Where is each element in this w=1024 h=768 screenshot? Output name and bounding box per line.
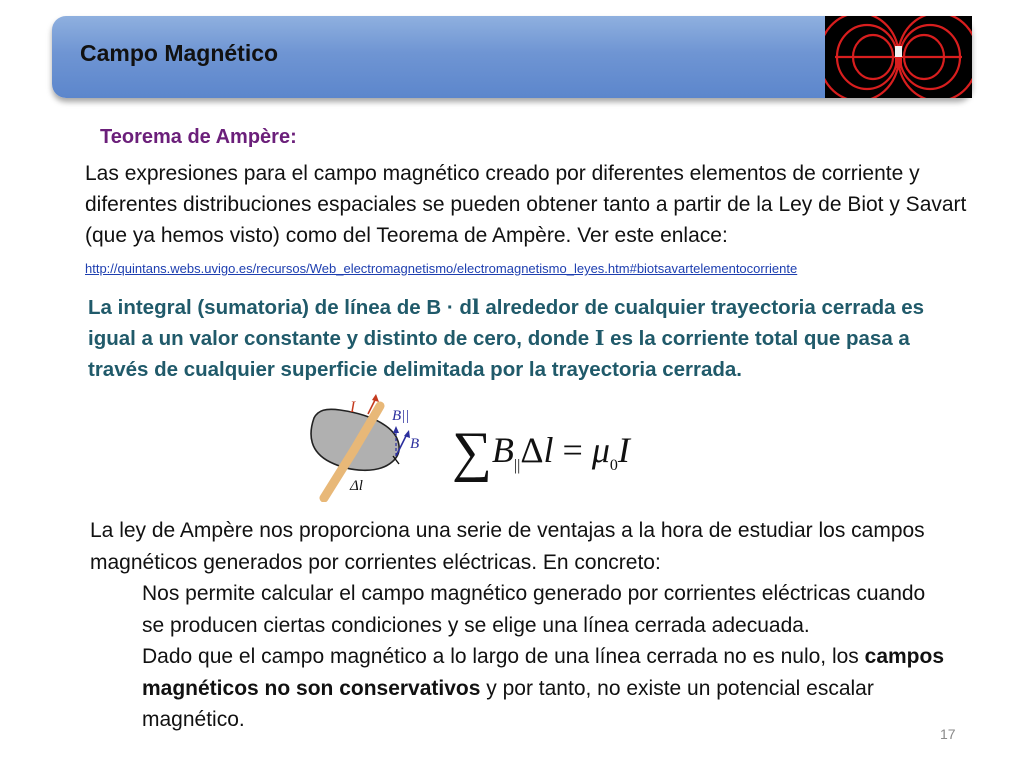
statement-symbol-i: I [594, 326, 605, 350]
label-current: I [350, 399, 356, 416]
formula-delta: Δ [520, 430, 544, 470]
formula-b-sub: || [513, 457, 521, 475]
formula-sigma: ∑ [452, 421, 492, 483]
advantage-1: Nos permite calcular el campo magnético generado por corrientes eléctricas cuando se producen ciertas condiciones y se elige una línea cerrada adecuada. [142, 582, 926, 637]
intro-text: Las expresiones para el campo magnético creado por diferentes elementos de corriente y diferentes distribuciones espaciales se pueden obtener tanto a partir de la Ley de Biot y Savart (que ya hemos visto) como del Teorema de Ampère. Ver este enlace: [85, 162, 967, 247]
formula-i: I [617, 430, 630, 470]
intro-paragraph [85, 158, 985, 284]
advantage-2 [90, 641, 950, 736]
label-b: B [410, 436, 420, 452]
statement-part1: La integral (sumatoria) de línea de B · d [88, 296, 472, 319]
statement-symbol-l: l [471, 295, 480, 319]
statement-part2: alrededor de cualquier trayectoria cerrada es igual a un valor constante y distinto de cero, donde [88, 296, 925, 350]
formula-mu-sub: 0 [609, 457, 618, 475]
formula-b: B [491, 430, 514, 470]
advantage-2-bold: campos magnéticos no son conservativos [142, 645, 945, 700]
label-dl: Δl [350, 478, 363, 494]
formula-l: l [543, 430, 554, 470]
advantage-2-end: y por tanto, no existe un potencial escalar magnético. [142, 676, 874, 731]
label-b-parallel: B|| [392, 408, 410, 424]
ampere-loop-diagram [300, 390, 440, 502]
advantage-2-start: Dado que el campo magnético a lo largo de una línea cerrada no es nulo, los [142, 645, 865, 668]
formula-equals: = [553, 430, 592, 470]
magnetic-dipole-field-lines-icon [825, 16, 972, 98]
ampere-statement [88, 292, 938, 385]
page-number: 17 [940, 726, 956, 742]
formula-mu: μ [591, 430, 610, 470]
reference-link[interactable]: http://quintans.webs.uvigo.es/recursos/Web_electromagnetismo/electromagnetismo_leyes.htm#biotsavartelementocorriente [85, 261, 798, 276]
section-subtitle: Teorema de Ampère: [100, 126, 297, 148]
ampere-formula [452, 420, 630, 483]
advantages-intro: La ley de Ampère nos proporciona una serie de ventajas a la hora de estudiar los campos magnéticos generados por corrientes eléctricas. En concreto: [90, 519, 925, 574]
statement-part3: es la corriente total que pasa a través de cualquier superficie delimitada por la trayectoria cerrada. [88, 327, 910, 381]
slide-title: Campo Magnético [80, 40, 279, 66]
advantages-section [90, 515, 950, 736]
